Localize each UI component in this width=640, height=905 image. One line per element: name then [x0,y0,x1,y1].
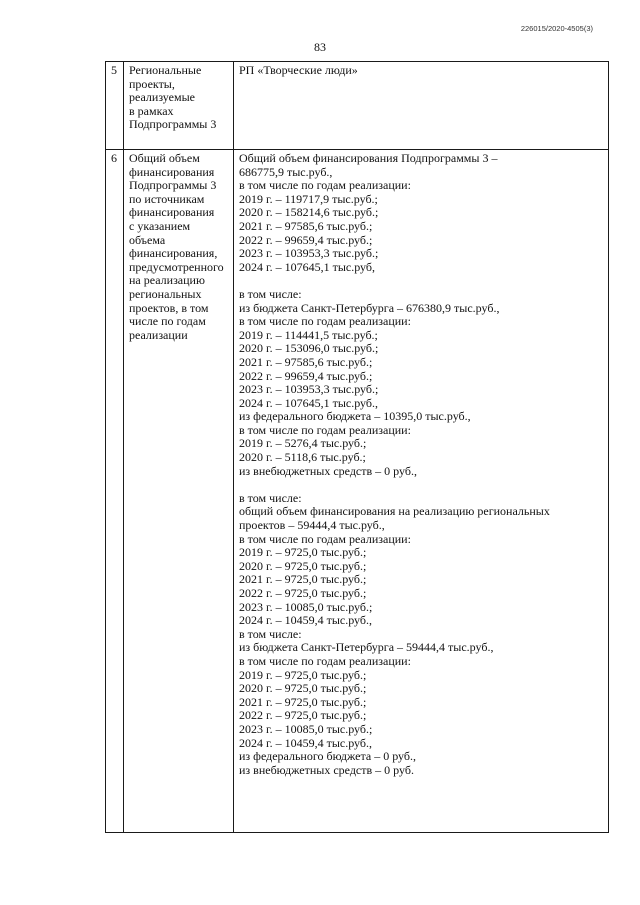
content-line: в том числе по годам реализации: [239,653,411,668]
content-line: в том числе: [239,490,302,505]
content-line: 2023 г. – 10085,0 тыс.руб.; [239,599,373,614]
content-line: 2021 г. – 97585,6 тыс.руб.; [239,354,373,369]
content-line: 2020 г. – 5118,6 тыс.руб.; [239,450,366,465]
content-line: 2022 г. – 9725,0 тыс.руб.; [239,586,367,600]
content-line: 2022 г. – 99659,4 тыс.руб.; [239,368,373,383]
content-line: из внебюджетных средств – 0 руб., [239,463,417,478]
label-line: региональных [129,286,202,301]
content-line: в том числе по годам реализации: [239,531,411,546]
label-line: в рамках [129,103,174,118]
content-line: 2022 г. – 99659,4 тыс.руб.; [239,232,373,247]
content-line: 2020 г. – 9725,0 тыс.руб.; [239,681,367,696]
content-line: 2024 г. – 10459,4 тыс.руб., [239,613,372,628]
label-line: по источникам [129,191,205,206]
content-line: из федерального бюджета – 10395,0 тыс.руб., [239,409,471,424]
row-number-cell: 5 [106,62,124,150]
label-line: проекты, [129,76,175,91]
content-line: в том числе по годам реализации: [239,422,411,437]
row-label-cell [124,150,234,833]
content-line: 2021 г. – 9725,0 тыс.руб.; [239,572,367,587]
label-line: Подпрограммы 3 [129,117,217,132]
table-row [106,150,609,833]
content-line: в том числе: [239,626,302,641]
label-line: предусмотренного [129,259,224,274]
row-number-cell: 6 [106,150,124,833]
content-line: 2021 г. – 97585,6 тыс.руб.; [239,218,373,233]
content-line: 2019 г. – 114441,5 тыс.руб.; [239,327,378,342]
content-line: из внебюджетных средств – 0 руб. [239,762,414,777]
content-line: 2020 г. – 158214,6 тыс.руб.; [239,205,379,220]
label-line: финансирования [129,164,215,179]
content-line: РП «Творческие люди» [239,63,358,77]
content-line: проектов – 59444,4 тыс.руб., [239,518,385,533]
content-line: 2019 г. – 9725,0 тыс.руб.; [239,667,367,682]
content-line: 2021 г. – 9725,0 тыс.руб.; [239,694,367,709]
row-content-cell [234,62,609,150]
content-line: 2019 г. – 9725,0 тыс.руб.; [239,545,367,560]
content-line: из федерального бюджета – 0 руб., [239,749,417,764]
label-line: реализации [129,327,188,342]
label-line: финансирования, [129,246,218,261]
content-line: 2024 г. – 10459,4 тыс.руб., [239,735,372,750]
label-line: Региональные [129,63,202,77]
content-line: общий объем финансирования на реализацию региональных [239,504,550,519]
label-line: проектов, в том [129,300,209,315]
table-row [106,62,609,150]
content-line: из бюджета Санкт-Петербурга – 676380,9 тыс.руб., [239,300,500,315]
label-line: Общий объем [129,151,200,165]
program-passport-table [105,61,609,833]
label-line: с указанием [129,218,191,233]
label-line: финансирования [129,205,215,220]
content-line: 2024 г. – 107645,1 тыс.руб, [239,259,375,274]
content-line: 2023 г. – 103953,3 тыс.руб.; [239,246,379,261]
content-line: 2019 г. – 119717,9 тыс.руб.; [239,191,378,206]
content-line: в том числе по годам реализации: [239,314,411,329]
content-line: в том числе: [239,286,302,301]
content-line: 2024 г. – 107645,1 тыс.руб., [239,395,378,410]
content-line: 2020 г. – 9725,0 тыс.руб.; [239,558,367,573]
label-line: числе по годам [129,314,206,329]
label-line: на реализацию [129,273,205,288]
content-line: Общий объем финансирования Подпрограммы 3 – [239,151,498,165]
paragraph-gap [239,274,605,288]
content-line: 686775,9 тыс.руб., [239,164,333,179]
row-label-cell [124,62,234,150]
label-line: объема [129,232,166,247]
label-line: Подпрограммы 3 [129,178,217,193]
content-line: 2023 г. – 10085,0 тыс.руб.; [239,721,373,736]
page-number: 83 [314,40,326,54]
row-content-cell [234,150,609,833]
content-line: в том числе по годам реализации: [239,178,411,193]
content-line: 2020 г. – 153096,0 тыс.руб.; [239,341,379,356]
content-line: из бюджета Санкт-Петербурга – 59444,4 тыс.руб., [239,640,494,655]
document-registration-number: 226015/2020-4505(3) [520,24,593,33]
content-line: 2023 г. – 103953,3 тыс.руб.; [239,382,379,397]
content-line: 2019 г. – 5276,4 тыс.руб.; [239,436,367,451]
content-line: 2022 г. – 9725,0 тыс.руб.; [239,708,367,723]
label-line: реализуемые [129,90,195,105]
paragraph-gap [239,478,605,492]
